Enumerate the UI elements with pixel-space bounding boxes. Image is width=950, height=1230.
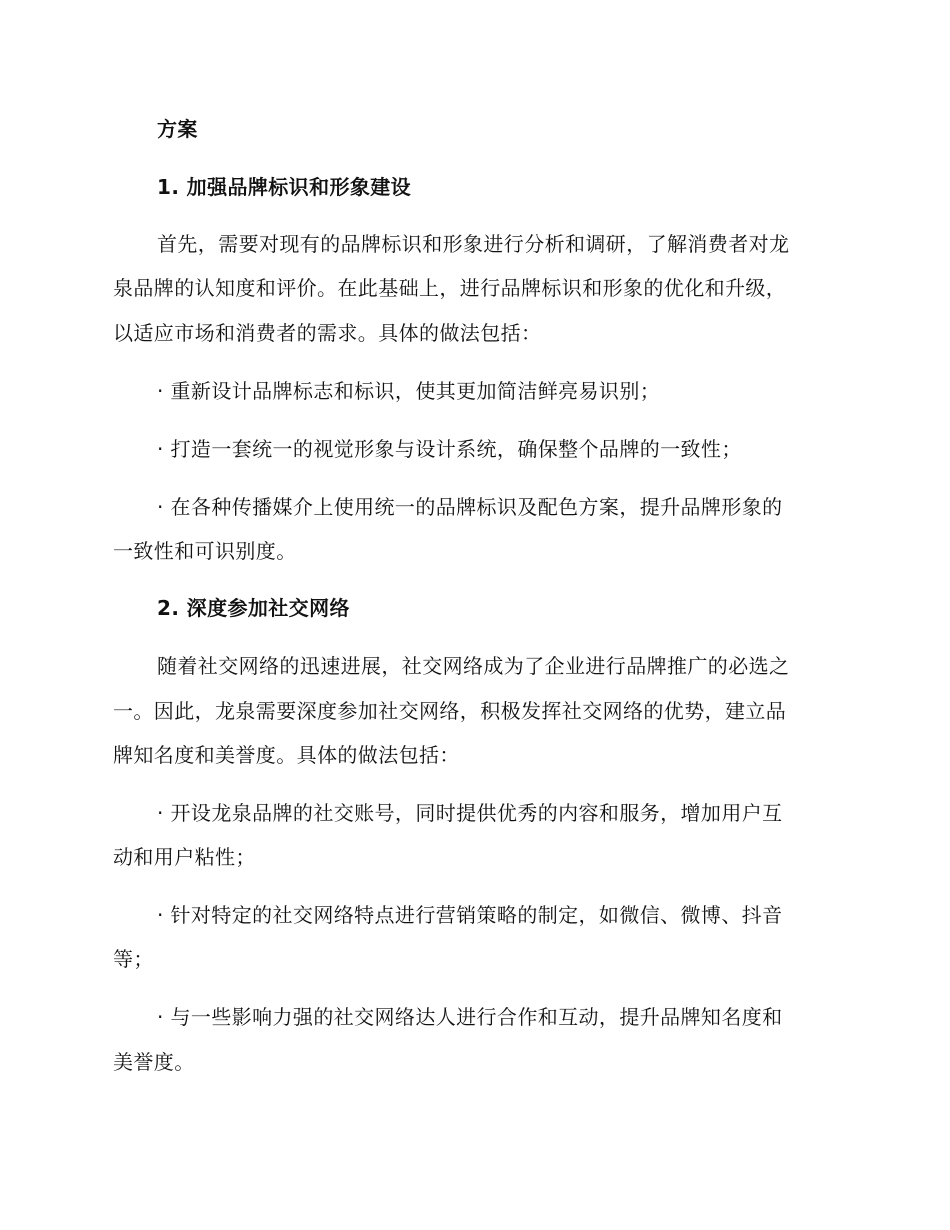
section-2-bullet-1-line: · 开设龙泉品牌的社交账号，同时提供优秀的内容和服务，增加用户互 <box>157 801 783 825</box>
section-1-bullet-2: · 打造一套统一的视觉形象与设计系统，确保整个品牌的一致性； <box>157 437 742 461</box>
section-1-intro-line: 首先，需要对现有的品牌标识和形象进行分析和调研，了解消费者对龙 <box>157 232 790 256</box>
section-2-bullet-3-line: 美誉度。 <box>113 1050 195 1074</box>
document-heading: 方案 <box>157 117 198 141</box>
section-2-title: 2. 深度参加社交网络 <box>157 596 350 620</box>
section-1-bullet-1: · 重新设计品牌标志和标识，使其更加简洁鲜亮易识别； <box>157 379 661 403</box>
section-1-bullet-3-line: 一致性和可识别度。 <box>113 539 297 563</box>
section-2-bullet-2-line: · 针对特定的社交网络特点进行营销策略的制定，如微信、微博、抖音 <box>157 903 783 927</box>
section-1-bullet-3-line: · 在各种传播媒介上使用统一的品牌标识及配色方案，提升品牌形象的 <box>157 495 783 519</box>
section-2-bullet-2-line: 等； <box>113 947 154 971</box>
section-2-intro-line: 随着社交网络的迅速进展，社交网络成为了企业进行品牌推广的必选之 <box>157 654 790 678</box>
section-1-title: 1. 加强品牌标识和形象建设 <box>157 175 412 199</box>
section-1-intro-line: 泉品牌的认知度和评价。在此基础上，进行品牌标识和形象的优化和升级， <box>113 276 787 300</box>
section-2-bullet-3-line: · 与一些影响力强的社交网络达人进行合作和互动，提升品牌知名度和 <box>157 1005 783 1029</box>
section-1-intro-line: 以适应市场和消费者的需求。具体的做法包括： <box>113 321 542 345</box>
section-2-bullet-1-line: 动和用户粘性； <box>113 845 256 869</box>
section-2-intro-line: 一。因此，龙泉需要深度参加社交网络，积极发挥社交网络的优势，建立品 <box>113 699 787 723</box>
section-2-intro-line: 牌知名度和美誉度。具体的做法包括： <box>113 743 460 767</box>
